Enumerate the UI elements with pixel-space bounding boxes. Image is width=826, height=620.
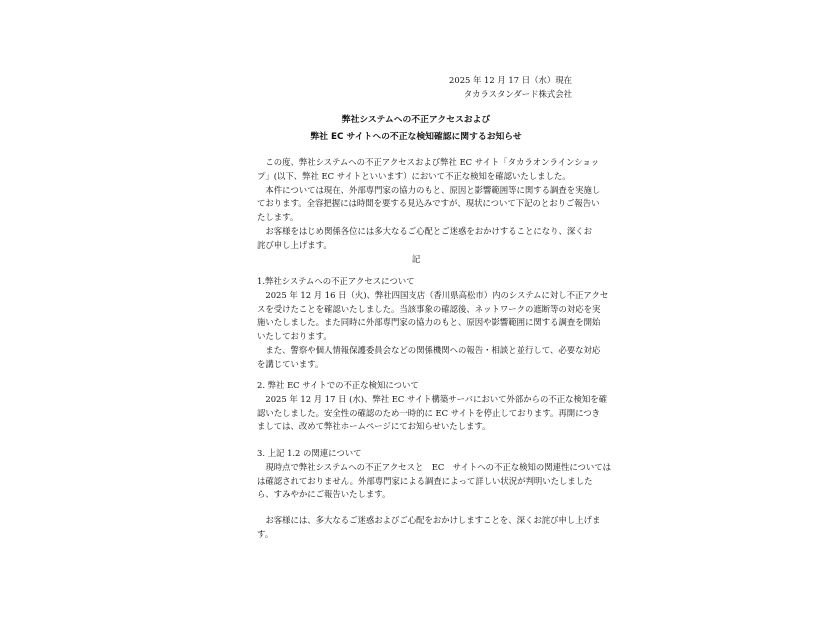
text-line: たします。 (257, 212, 299, 223)
text-line: ましては、改めて弊社ホームページにてお知らせいたします。 (257, 421, 491, 432)
text-line: ら、すみやかにご報告いたします。 (257, 489, 391, 500)
text-line: 2025 年 12 月 16 日（火)、弊社四国支店（香川県高松市）内のシステムに対し不正アクセ (257, 289, 609, 300)
text-line: は確認されておりません。外部専門家による調査によって詳しい状況が判明いたしました (257, 475, 593, 486)
text-line: 本件については現在、外部専門家の協力のもと、原因と影響範囲等に関する調査を実施し (257, 184, 601, 195)
text-line: 詫び申し上げます。 (257, 239, 332, 250)
text-line: 2025 年 12 月 17 日 (水)、弊社 EC サイト構築サーバにおいて外部からの不正な検知を確 (257, 393, 607, 404)
document-header (449, 73, 572, 101)
text-line: この度、弊社システムへの不正アクセスおよび弊社 EC サイト「タカラオンラインショッ (257, 157, 600, 167)
text-line: ております。全容把握には時間を要する見込みですが、現状について下記のとおりご報告い (257, 198, 600, 209)
ki-heading: 記 (411, 253, 421, 264)
text-line: 認いたしました。安全性の確認のため一時的に EC サイトを停止しております。再開につき (257, 407, 601, 418)
text-line: また、警察や個人情報保護委員会などの関係機関への報告・相談と並行して、必要な対応 (257, 344, 601, 355)
text-line: 現時点で弊社システムへの不正アクセスと EC サイトへの不正な検知の関連性については (257, 461, 612, 472)
text-line: お客様をはじめ関係各位には多大なるご心配とご迷惑をおかけすることになり、深くお (257, 225, 592, 236)
section-1 (257, 275, 609, 372)
text-line: を講じています。 (257, 358, 324, 369)
document-title (257, 112, 575, 146)
text-line: いたしております。 (257, 331, 332, 342)
title-line: 弊社 EC サイトへの不正な検知確認に関するお知らせ (310, 132, 522, 142)
section-heading: 1.弊社システムへの不正アクセスについて (257, 276, 415, 286)
text-line: プ」(以下、弊社 EC サイトといいます）において不正な検知を確認いたしました。 (257, 170, 571, 181)
section-2 (257, 379, 607, 434)
section-heading: 3. 上記 1.2 の関連について (257, 448, 362, 458)
text-line: 施いたしました。また同時に外部専門家の協力のもと、原因や影響範囲に関する調査を開始 (257, 317, 601, 328)
company-name: タカラスタンダード株式会社 (463, 89, 572, 99)
title-line: 弊社システムへの不正アクセスおよび (341, 115, 491, 125)
section-heading: 2. 弊社 EC サイトでの不正な検知について (257, 380, 419, 390)
text-line: スを受けたことを確認いたしました。当該事象の確認後、ネットワークの遮断等の対応を実 (257, 303, 601, 314)
text-line: す。 (257, 528, 274, 539)
intro-paragraph (257, 156, 601, 266)
date: 2025 年 12 月 17 日（水）現在 (449, 75, 572, 85)
closing-paragraph (257, 514, 601, 542)
section-3 (257, 447, 612, 502)
text-line: お客様には、多大なるご迷惑およびご心配をおかけしますことを、深くお詫び申し上げま (257, 515, 601, 525)
